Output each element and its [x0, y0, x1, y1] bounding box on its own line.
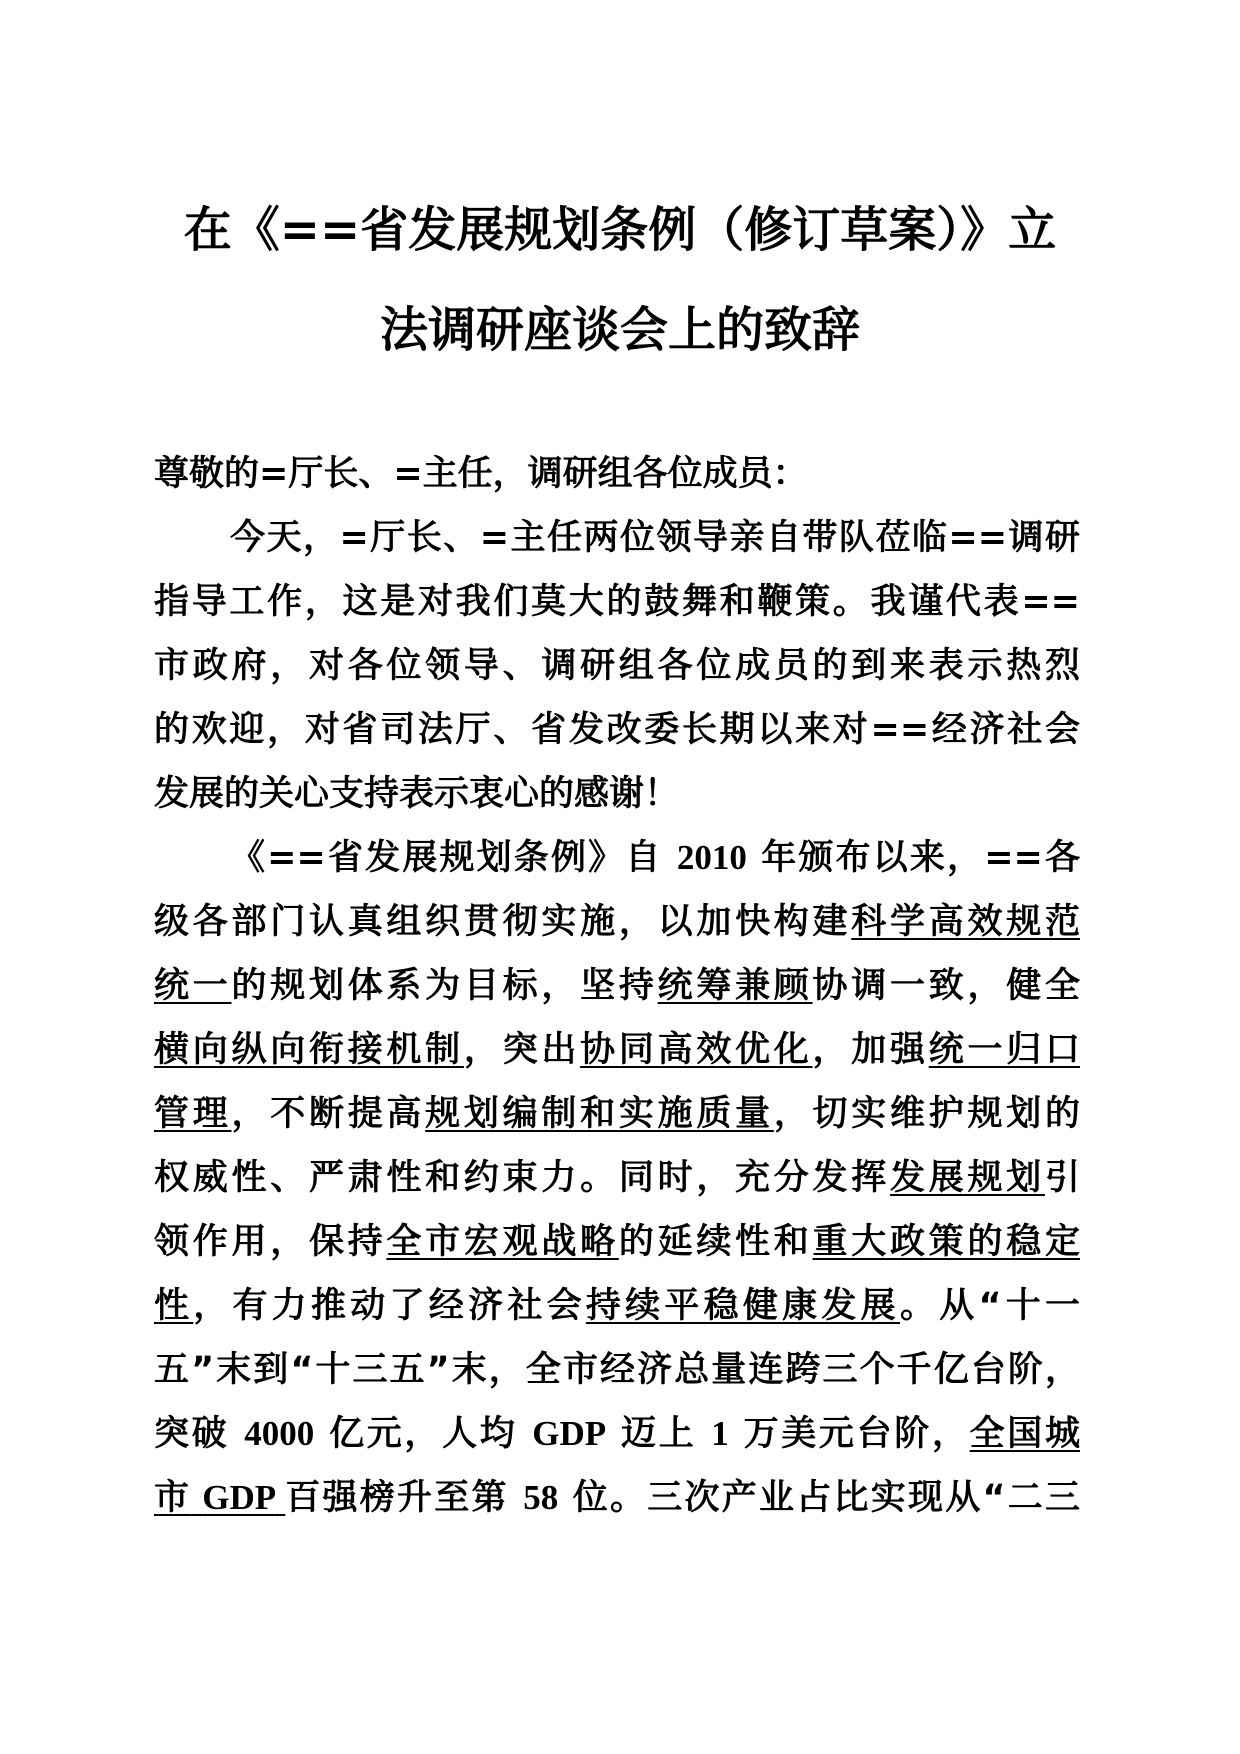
underlined-phrase: 市	[154, 1478, 192, 1518]
underlined-phrase: 持续平稳健康发展	[585, 1286, 900, 1326]
underlined-gdp-label	[191, 1478, 285, 1517]
underlined-phrase: 规划编制和实施质量	[425, 1094, 774, 1134]
text-run: 百强榜升至第	[285, 1478, 509, 1518]
gdp-label: GDP	[532, 1414, 607, 1453]
paragraph-2-line-7	[154, 1218, 1080, 1266]
gdp-label: GDP	[202, 1478, 275, 1517]
rank-number: 58	[523, 1478, 559, 1517]
paragraph-1-line-2: 指导工作，这是对我们莫大的鼓舞和鞭策。我谨代表==	[154, 582, 1080, 622]
paragraph-1-line-3: 市政府，对各位领导、调研组各位成员的到来表示热烈	[154, 646, 1080, 686]
underlined-phrase: 重大政策的稳定	[812, 1222, 1080, 1262]
underlined-phrase: 统筹兼顾	[657, 966, 813, 1006]
underlined-phrase: 统一归口	[928, 1030, 1080, 1070]
document-title-line-1: 在《==省发展规划条例（修订草案）》立	[183, 202, 1057, 258]
text-run: 领作用，保持	[154, 1222, 387, 1262]
salutation: 尊敬的=厅长、=主任，调研组各位成员：	[154, 454, 808, 494]
text-run: ，不断提高	[231, 1094, 426, 1134]
paragraph-1-line-4: 的欢迎，对省司法厅、省发改委长期以来对==经济社会	[154, 710, 1080, 750]
text-run: 的规划体系为目标，坚持	[231, 966, 658, 1006]
underlined-phrase: 横向纵向衔接机制	[154, 1030, 464, 1070]
document-title-line-2: 法调研座谈会上的致辞	[379, 302, 860, 358]
paragraph-2-line-1	[230, 834, 1080, 882]
text-run: 《==省发展规划条例》自	[230, 838, 663, 878]
underlined-phrase: 管理	[154, 1094, 232, 1134]
text-run: 。从“十一	[899, 1286, 1080, 1326]
text-run: 年颁布以来，==各	[761, 838, 1081, 878]
underlined-phrase: 全市宏观战略	[386, 1222, 619, 1262]
year-number: 2010	[676, 838, 747, 877]
text-run: 引	[1044, 1158, 1080, 1198]
underlined-phrase: 全国城	[969, 1414, 1080, 1454]
text-run: 权威性、严肃性和约束力。同时，充分发挥	[154, 1158, 891, 1198]
paragraph-2-line-11	[154, 1474, 1080, 1522]
paragraph-2-line-10	[154, 1410, 1080, 1458]
text-run: 的延续性和	[618, 1222, 813, 1262]
text-run: ，有力推动了经济社会	[193, 1286, 586, 1326]
paragraph-2-line-4	[154, 1026, 1080, 1074]
text-run: 级各部门认真组织贯彻实施，以加快构建	[154, 902, 852, 942]
paragraph-2-line-8	[154, 1282, 1080, 1330]
paragraph-2-line-6	[154, 1154, 1080, 1202]
underlined-phrase: 统一	[154, 966, 232, 1006]
text-run: 协调一致，健全	[812, 966, 1080, 1006]
text-run: ，突出	[463, 1030, 581, 1070]
number: 4000	[244, 1414, 315, 1453]
paragraph-2-line-2	[154, 898, 1080, 946]
paragraph-1-line-5: 发展的关心支持表示衷心的感谢！	[154, 774, 680, 814]
text-run: 迈上	[621, 1414, 697, 1454]
paragraph-2-line-5	[154, 1090, 1080, 1138]
underlined-phrase: 协同高效优化	[580, 1030, 813, 1070]
number: 1	[711, 1414, 729, 1453]
text-run: 位。三次产业占比实现从“二三	[572, 1478, 1081, 1518]
text-run: ，切实维护规划的	[773, 1094, 1080, 1134]
underlined-phrase: 性	[154, 1286, 194, 1326]
text-run: ，加强	[812, 1030, 929, 1070]
text-run: 万美元台阶，	[743, 1414, 970, 1454]
paragraph-1-line-1: 今天，=厅长、=主任两位领导亲自带队莅临==调研	[230, 518, 1080, 558]
paragraph-2-line-3	[154, 962, 1080, 1010]
underlined-phrase: 科学高效规范	[851, 902, 1080, 942]
text-run: 亿元，人均	[329, 1414, 518, 1454]
underlined-phrase: 发展规划	[890, 1158, 1045, 1198]
text-run: 突破	[154, 1414, 230, 1454]
paragraph-2-line-9: 五”末到“十三五”末，全市经济总量连跨三个千亿台阶，	[154, 1350, 1080, 1390]
